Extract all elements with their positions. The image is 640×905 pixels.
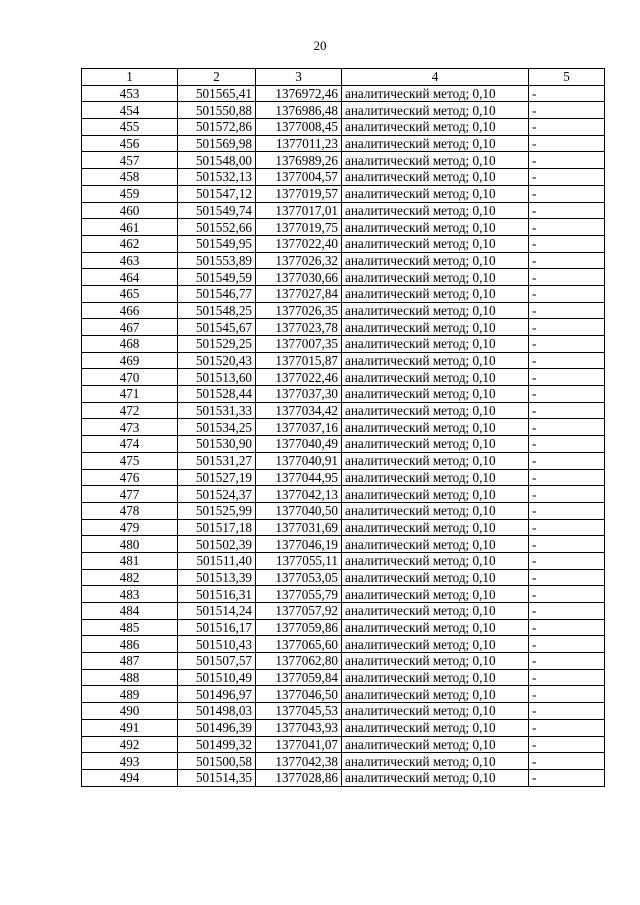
table-row (82, 102, 605, 119)
x-coordinate-cell: 501513,60 (178, 369, 256, 386)
point-number-cell: 478 (82, 502, 178, 519)
x-coordinate-cell: 501531,27 (178, 452, 256, 469)
note-cell: - (529, 619, 605, 636)
point-number-cell: 476 (82, 469, 178, 486)
table-row (82, 285, 605, 302)
table-row (82, 319, 605, 336)
point-number-cell: 480 (82, 536, 178, 553)
x-coordinate-cell: 501514,35 (178, 769, 256, 786)
table-row (82, 736, 605, 753)
table-row (82, 135, 605, 152)
x-coordinate-cell: 501549,74 (178, 202, 256, 219)
point-number-cell: 453 (82, 85, 178, 102)
note-cell: - (529, 769, 605, 786)
y-coordinate-cell: 1377044,95 (256, 469, 342, 486)
method-accuracy-cell: аналитический метод; 0,10 (342, 336, 529, 353)
page-number: 20 (313, 38, 327, 53)
method-accuracy-cell: аналитический метод; 0,10 (342, 586, 529, 603)
method-accuracy-cell: аналитический метод; 0,10 (342, 252, 529, 269)
y-coordinate-cell: 1377017,01 (256, 202, 342, 219)
y-coordinate-cell: 1377028,86 (256, 769, 342, 786)
point-number-cell: 492 (82, 736, 178, 753)
x-coordinate-cell: 501524,37 (178, 486, 256, 503)
y-coordinate-cell: 1376986,48 (256, 102, 342, 119)
table-row (82, 619, 605, 636)
method-accuracy-cell: аналитический метод; 0,10 (342, 402, 529, 419)
method-accuracy-cell: аналитический метод; 0,10 (342, 636, 529, 653)
x-coordinate-cell: 501516,31 (178, 586, 256, 603)
table-row (82, 769, 605, 786)
y-coordinate-cell: 1377043,93 (256, 719, 342, 736)
table-row (82, 152, 605, 169)
table-header-row (82, 69, 605, 86)
y-coordinate-cell: 1377059,84 (256, 669, 342, 686)
note-cell: - (529, 703, 605, 720)
y-coordinate-cell: 1377022,46 (256, 369, 342, 386)
method-accuracy-cell: аналитический метод; 0,10 (342, 719, 529, 736)
point-number-cell: 467 (82, 319, 178, 336)
method-accuracy-cell: аналитический метод; 0,10 (342, 302, 529, 319)
y-coordinate-cell: 1377045,53 (256, 703, 342, 720)
y-coordinate-cell: 1377062,80 (256, 653, 342, 670)
x-coordinate-cell: 501527,19 (178, 469, 256, 486)
point-number-cell: 494 (82, 769, 178, 786)
x-coordinate-cell: 501507,57 (178, 653, 256, 670)
note-cell: - (529, 102, 605, 119)
point-number-cell: 469 (82, 352, 178, 369)
point-number-cell: 455 (82, 119, 178, 136)
point-number-cell: 458 (82, 169, 178, 186)
x-coordinate-cell: 501520,43 (178, 352, 256, 369)
table-row (82, 402, 605, 419)
table-row (82, 386, 605, 403)
table-row (82, 519, 605, 536)
x-coordinate-cell: 501548,00 (178, 152, 256, 169)
table-row (82, 703, 605, 720)
point-number-cell: 484 (82, 603, 178, 620)
x-coordinate-cell: 501510,49 (178, 669, 256, 686)
method-accuracy-cell: аналитический метод; 0,10 (342, 352, 529, 369)
point-number-cell: 482 (82, 569, 178, 586)
y-coordinate-cell: 1377040,50 (256, 502, 342, 519)
x-coordinate-cell: 501498,03 (178, 703, 256, 720)
x-coordinate-cell: 501549,59 (178, 269, 256, 286)
x-coordinate-cell: 501547,12 (178, 185, 256, 202)
method-accuracy-cell: аналитический метод; 0,10 (342, 769, 529, 786)
y-coordinate-cell: 1377055,79 (256, 586, 342, 603)
method-accuracy-cell: аналитический метод; 0,10 (342, 469, 529, 486)
note-cell: - (529, 736, 605, 753)
point-number-cell: 477 (82, 486, 178, 503)
x-coordinate-cell: 501549,95 (178, 235, 256, 252)
column-header-1: 1 (82, 69, 178, 86)
note-cell: - (529, 586, 605, 603)
method-accuracy-cell: аналитический метод; 0,10 (342, 603, 529, 620)
method-accuracy-cell: аналитический метод; 0,10 (342, 753, 529, 770)
method-accuracy-cell: аналитический метод; 0,10 (342, 653, 529, 670)
method-accuracy-cell: аналитический метод; 0,10 (342, 285, 529, 302)
method-accuracy-cell: аналитический метод; 0,10 (342, 135, 529, 152)
x-coordinate-cell: 501569,98 (178, 135, 256, 152)
note-cell: - (529, 469, 605, 486)
x-coordinate-cell: 501530,90 (178, 436, 256, 453)
point-number-cell: 471 (82, 386, 178, 403)
y-coordinate-cell: 1377059,86 (256, 619, 342, 636)
method-accuracy-cell: аналитический метод; 0,10 (342, 235, 529, 252)
y-coordinate-cell: 1377057,92 (256, 603, 342, 620)
y-coordinate-cell: 1377030,66 (256, 269, 342, 286)
point-number-cell: 468 (82, 336, 178, 353)
y-coordinate-cell: 1377023,78 (256, 319, 342, 336)
x-coordinate-cell: 501532,13 (178, 169, 256, 186)
note-cell: - (529, 536, 605, 553)
y-coordinate-cell: 1377027,84 (256, 285, 342, 302)
note-cell: - (529, 336, 605, 353)
y-coordinate-cell: 1377034,42 (256, 402, 342, 419)
x-coordinate-cell: 501546,77 (178, 285, 256, 302)
point-number-cell: 491 (82, 719, 178, 736)
y-coordinate-cell: 1377026,35 (256, 302, 342, 319)
note-cell: - (529, 235, 605, 252)
note-cell: - (529, 269, 605, 286)
x-coordinate-cell: 501516,17 (178, 619, 256, 636)
note-cell: - (529, 502, 605, 519)
table-row (82, 219, 605, 236)
y-coordinate-cell: 1377065,60 (256, 636, 342, 653)
x-coordinate-cell: 501548,25 (178, 302, 256, 319)
note-cell: - (529, 519, 605, 536)
note-cell: - (529, 352, 605, 369)
y-coordinate-cell: 1377007,35 (256, 336, 342, 353)
column-header-3: 3 (256, 69, 342, 86)
method-accuracy-cell: аналитический метод; 0,10 (342, 669, 529, 686)
table-row (82, 753, 605, 770)
table-row (82, 169, 605, 186)
y-coordinate-cell: 1377046,19 (256, 536, 342, 553)
table-row (82, 603, 605, 620)
note-cell: - (529, 436, 605, 453)
table-row (82, 436, 605, 453)
point-number-cell: 473 (82, 419, 178, 436)
point-number-cell: 456 (82, 135, 178, 152)
y-coordinate-cell: 1377042,38 (256, 753, 342, 770)
y-coordinate-cell: 1377031,69 (256, 519, 342, 536)
note-cell: - (529, 302, 605, 319)
method-accuracy-cell: аналитический метод; 0,10 (342, 569, 529, 586)
table-row (82, 686, 605, 703)
method-accuracy-cell: аналитический метод; 0,10 (342, 386, 529, 403)
x-coordinate-cell: 501500,58 (178, 753, 256, 770)
table-row (82, 202, 605, 219)
point-number-cell: 489 (82, 686, 178, 703)
table-row (82, 185, 605, 202)
y-coordinate-cell: 1377015,87 (256, 352, 342, 369)
method-accuracy-cell: аналитический метод; 0,10 (342, 269, 529, 286)
point-number-cell: 457 (82, 152, 178, 169)
method-accuracy-cell: аналитический метод; 0,10 (342, 85, 529, 102)
note-cell: - (529, 85, 605, 102)
point-number-cell: 460 (82, 202, 178, 219)
note-cell: - (529, 285, 605, 302)
x-coordinate-cell: 501517,18 (178, 519, 256, 536)
note-cell: - (529, 419, 605, 436)
note-cell: - (529, 252, 605, 269)
note-cell: - (529, 486, 605, 503)
point-number-cell: 454 (82, 102, 178, 119)
point-number-cell: 461 (82, 219, 178, 236)
x-coordinate-cell: 501496,97 (178, 686, 256, 703)
method-accuracy-cell: аналитический метод; 0,10 (342, 436, 529, 453)
point-number-cell: 463 (82, 252, 178, 269)
note-cell: - (529, 402, 605, 419)
table-row (82, 452, 605, 469)
method-accuracy-cell: аналитический метод; 0,10 (342, 536, 529, 553)
y-coordinate-cell: 1376989,26 (256, 152, 342, 169)
method-accuracy-cell: аналитический метод; 0,10 (342, 519, 529, 536)
point-number-cell: 470 (82, 369, 178, 386)
note-cell: - (529, 552, 605, 569)
method-accuracy-cell: аналитический метод; 0,10 (342, 486, 529, 503)
table-row (82, 502, 605, 519)
point-number-cell: 462 (82, 235, 178, 252)
method-accuracy-cell: аналитический метод; 0,10 (342, 119, 529, 136)
note-cell: - (529, 119, 605, 136)
y-coordinate-cell: 1377004,57 (256, 169, 342, 186)
table-row (82, 586, 605, 603)
point-number-cell: 465 (82, 285, 178, 302)
x-coordinate-cell: 501510,43 (178, 636, 256, 653)
table-row (82, 536, 605, 553)
point-number-cell: 459 (82, 185, 178, 202)
point-number-cell: 481 (82, 552, 178, 569)
method-accuracy-cell: аналитический метод; 0,10 (342, 369, 529, 386)
note-cell: - (529, 636, 605, 653)
y-coordinate-cell: 1377042,13 (256, 486, 342, 503)
x-coordinate-cell: 501499,32 (178, 736, 256, 753)
x-coordinate-cell: 501545,67 (178, 319, 256, 336)
table-row (82, 235, 605, 252)
table-row (82, 269, 605, 286)
method-accuracy-cell: аналитический метод; 0,10 (342, 102, 529, 119)
table-row (82, 85, 605, 102)
table-row (82, 369, 605, 386)
table-row (82, 336, 605, 353)
point-number-cell: 479 (82, 519, 178, 536)
method-accuracy-cell: аналитический метод; 0,10 (342, 686, 529, 703)
x-coordinate-cell: 501534,25 (178, 419, 256, 436)
note-cell: - (529, 653, 605, 670)
method-accuracy-cell: аналитический метод; 0,10 (342, 703, 529, 720)
y-coordinate-cell: 1377040,49 (256, 436, 342, 453)
note-cell: - (529, 386, 605, 403)
note-cell: - (529, 369, 605, 386)
table-row (82, 719, 605, 736)
note-cell: - (529, 169, 605, 186)
y-coordinate-cell: 1377026,32 (256, 252, 342, 269)
y-coordinate-cell: 1377040,91 (256, 452, 342, 469)
note-cell: - (529, 569, 605, 586)
method-accuracy-cell: аналитический метод; 0,10 (342, 619, 529, 636)
x-coordinate-cell: 501531,33 (178, 402, 256, 419)
note-cell: - (529, 202, 605, 219)
method-accuracy-cell: аналитический метод; 0,10 (342, 202, 529, 219)
table-row (82, 119, 605, 136)
note-cell: - (529, 452, 605, 469)
y-coordinate-cell: 1377055,11 (256, 552, 342, 569)
note-cell: - (529, 669, 605, 686)
note-cell: - (529, 319, 605, 336)
method-accuracy-cell: аналитический метод; 0,10 (342, 169, 529, 186)
point-number-cell: 464 (82, 269, 178, 286)
x-coordinate-cell: 501528,44 (178, 386, 256, 403)
x-coordinate-cell: 501572,86 (178, 119, 256, 136)
y-coordinate-cell: 1377037,16 (256, 419, 342, 436)
x-coordinate-cell: 501511,40 (178, 552, 256, 569)
column-header-2: 2 (178, 69, 256, 86)
method-accuracy-cell: аналитический метод; 0,10 (342, 552, 529, 569)
table-row (82, 552, 605, 569)
table-row (82, 302, 605, 319)
table-row (82, 669, 605, 686)
note-cell: - (529, 135, 605, 152)
point-number-cell: 493 (82, 753, 178, 770)
table-row (82, 636, 605, 653)
note-cell: - (529, 686, 605, 703)
y-coordinate-cell: 1377011,23 (256, 135, 342, 152)
point-number-cell: 472 (82, 402, 178, 419)
table-body (82, 85, 605, 786)
point-number-cell: 483 (82, 586, 178, 603)
column-header-4: 4 (342, 69, 529, 86)
method-accuracy-cell: аналитический метод; 0,10 (342, 736, 529, 753)
y-coordinate-cell: 1377008,45 (256, 119, 342, 136)
method-accuracy-cell: аналитический метод; 0,10 (342, 452, 529, 469)
y-coordinate-cell: 1377046,50 (256, 686, 342, 703)
column-header-5: 5 (529, 69, 605, 86)
coordinates-table (81, 68, 605, 787)
note-cell: - (529, 753, 605, 770)
point-number-cell: 486 (82, 636, 178, 653)
y-coordinate-cell: 1377037,30 (256, 386, 342, 403)
note-cell: - (529, 719, 605, 736)
point-number-cell: 475 (82, 452, 178, 469)
y-coordinate-cell: 1377019,57 (256, 185, 342, 202)
method-accuracy-cell: аналитический метод; 0,10 (342, 419, 529, 436)
y-coordinate-cell: 1377041,07 (256, 736, 342, 753)
y-coordinate-cell: 1377053,05 (256, 569, 342, 586)
x-coordinate-cell: 501513,39 (178, 569, 256, 586)
method-accuracy-cell: аналитический метод; 0,10 (342, 185, 529, 202)
x-coordinate-cell: 501550,88 (178, 102, 256, 119)
x-coordinate-cell: 501529,25 (178, 336, 256, 353)
point-number-cell: 466 (82, 302, 178, 319)
point-number-cell: 488 (82, 669, 178, 686)
x-coordinate-cell: 501525,99 (178, 502, 256, 519)
method-accuracy-cell: аналитический метод; 0,10 (342, 152, 529, 169)
x-coordinate-cell: 501496,39 (178, 719, 256, 736)
point-number-cell: 487 (82, 653, 178, 670)
note-cell: - (529, 219, 605, 236)
table-row (82, 252, 605, 269)
point-number-cell: 474 (82, 436, 178, 453)
y-coordinate-cell: 1377022,40 (256, 235, 342, 252)
point-number-cell: 485 (82, 619, 178, 636)
method-accuracy-cell: аналитический метод; 0,10 (342, 219, 529, 236)
x-coordinate-cell: 501552,66 (178, 219, 256, 236)
y-coordinate-cell: 1376972,46 (256, 85, 342, 102)
table-row (82, 352, 605, 369)
x-coordinate-cell: 501565,41 (178, 85, 256, 102)
point-number-cell: 490 (82, 703, 178, 720)
x-coordinate-cell: 501502,39 (178, 536, 256, 553)
table-row (82, 569, 605, 586)
method-accuracy-cell: аналитический метод; 0,10 (342, 502, 529, 519)
note-cell: - (529, 603, 605, 620)
x-coordinate-cell: 501514,24 (178, 603, 256, 620)
method-accuracy-cell: аналитический метод; 0,10 (342, 319, 529, 336)
table-row (82, 486, 605, 503)
x-coordinate-cell: 501553,89 (178, 252, 256, 269)
table-row (82, 653, 605, 670)
table-row (82, 419, 605, 436)
table-row (82, 469, 605, 486)
y-coordinate-cell: 1377019,75 (256, 219, 342, 236)
note-cell: - (529, 185, 605, 202)
note-cell: - (529, 152, 605, 169)
